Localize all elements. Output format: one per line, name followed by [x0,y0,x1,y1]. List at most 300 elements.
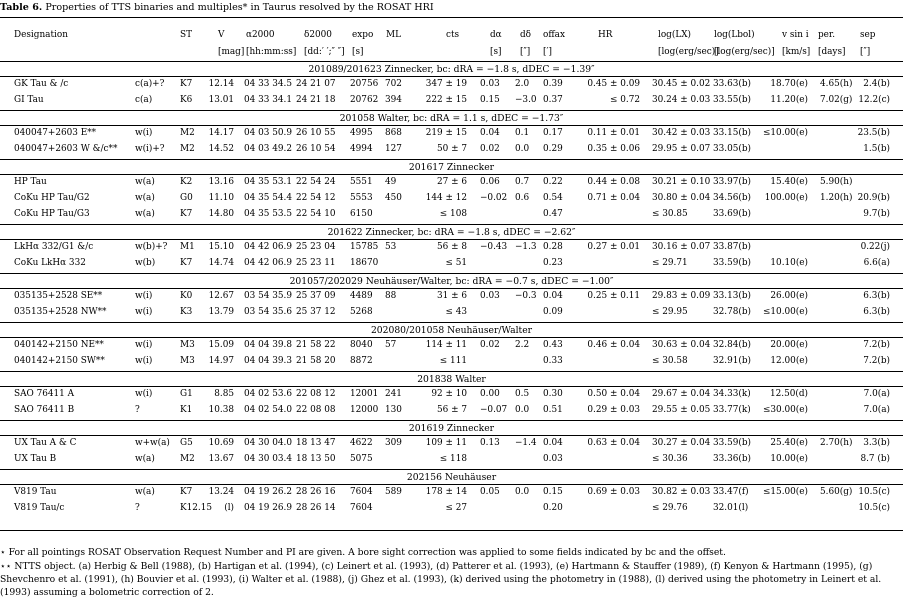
cell-lx: 30.42 ± 0.03 [652,128,711,138]
cell-lbol: 33.87(b) [713,242,752,252]
cell-ra: 04 02 53.6 [244,389,292,399]
cell-cts: 222 ± 15 [425,95,467,105]
cell-hr: 0.11 ± 0.01 [587,128,640,138]
cell-expo: 20756 [350,79,379,89]
cell-lbol: 33.47(f) [713,487,749,497]
cell-offax: 0.03 [543,454,563,464]
cell-v: 10.69 [208,438,234,448]
cell-lbol: 34.33(k) [713,389,751,399]
cell-v: 11.10 [208,193,234,203]
cell-designation: UX Tau B [14,454,57,464]
cell-vsini: 20.00(e) [770,340,808,350]
table-caption [0,2,434,13]
column-header-st: ST [180,30,192,40]
column-header-per: per. [818,30,836,40]
cell-st_label: w(i) [135,340,153,350]
cell-dec: 18 13 50 [296,454,336,464]
cell-sep: 6.3(b) [863,291,890,301]
cell-lbol: 33.59(b) [713,258,752,268]
cell-st: K3 [180,307,193,317]
cell-st: K7 [180,487,193,497]
cell-lx: 30.45 ± 0.02 [652,79,711,89]
cell-da: 0.05 [480,487,500,497]
column-unit-vsini: [km/s] [782,47,811,57]
cell-lbol: 33.63(b) [713,79,752,89]
column-unit-da: [s] [490,47,502,57]
cell-lbol: 32.91(b) [713,356,752,366]
cell-st_label: w+w(a) [135,438,170,448]
cell-designation: SAO 76411 B [14,405,75,415]
cell-offax: 0.04 [543,438,563,448]
cell-dec: 25 37 12 [296,307,336,317]
cell-lbol: 33.97(b) [713,177,752,187]
cell-hr: 0.46 ± 0.04 [587,340,640,350]
cell-dd: −0.3 [515,291,537,301]
cell-st_label: w(b) [135,258,156,268]
cell-dd: −3.0 [515,95,537,105]
cell-v: 14.97 [208,356,234,366]
cell-ra: 04 33 34.5 [244,79,292,89]
cell-v: 13.24 [208,487,234,497]
cell-ra: 04 04 39.8 [244,340,292,350]
cell-v: 14.80 [208,209,234,219]
cell-st: K7 [180,209,193,219]
cell-expo: 4995 [350,128,373,138]
cell-lx: 29.95 ± 0.07 [652,144,711,154]
cell-v: 13.67 [208,454,234,464]
cell-dec: 26 10 55 [296,128,336,138]
cell-dec: 25 37 09 [296,291,336,301]
cell-ra: 04 35 53.5 [244,209,292,219]
cell-st_label: w(i) [135,291,153,301]
cell-da: 0.00 [480,389,500,399]
cell-st: K6 [180,95,193,105]
cell-sep: 7.0(a) [863,405,890,415]
cell-designation: LkHα 332/G1 &/c [14,242,94,252]
cell-ml: 53 [385,242,397,252]
cell-designation: GK Tau & /c [14,79,69,89]
column-header-sep: sep [860,30,876,40]
group-title: 201622 Zinnecker, bc: dRA = −1.8 s, dDEC = −2.62″ [327,227,576,238]
cell-st_label: w(a) [135,487,155,497]
group-end-rule [0,420,903,421]
cell-dd: 0.0 [515,405,530,415]
cell-cts: 50 ± 7 [436,144,467,154]
cell-offax: 0.09 [543,307,563,317]
cell-v: 13.16 [208,177,234,187]
group-end-rule [0,110,903,111]
cell-dec: 22 54 24 [296,177,336,187]
cell-offax: 0.22 [543,177,563,187]
cell-offax: 0.54 [543,193,563,203]
cell-lx: ≤ 30.36 [652,454,688,464]
cell-cts: 56 ± 8 [436,242,467,252]
cell-lbol: 33.69(b) [713,209,752,219]
cell-vsini: ≤15.00(e) [762,487,808,497]
group-end-rule [0,322,903,323]
cell-sep: 1.5(b) [863,144,890,154]
cell-vsini: 25.40(e) [770,438,808,448]
cell-cts: ≤ 51 [445,258,467,268]
cell-da: −0.43 [480,242,508,252]
cell-vsini: ≤30.00(e) [762,405,808,415]
cell-st_label: w(b)+? [135,242,168,252]
cell-cts: 219 ± 15 [425,128,467,138]
cell-v: 15.09 [208,340,234,350]
cell-offax: 0.30 [543,389,563,399]
column-header-offax: offax [543,30,565,40]
cell-st_label: w(i) [135,307,153,317]
bottom-rule [0,530,903,531]
cell-dec: 25 23 11 [296,258,336,268]
cell-dd: 0.5 [515,389,530,399]
cell-dec: 21 58 22 [296,340,336,350]
cell-dd: 0.7 [515,177,530,187]
cell-hr: ≤ 0.72 [609,95,640,105]
group-rule [0,484,903,485]
cell-dec: 24 21 07 [296,79,336,89]
cell-per: 7.02(g) [820,95,853,105]
footnote-2: ⋆⋆ NTTS object. (a) Herbig & Bell (1988), (b) Hartigan et al. (1994), (c) Leinert et al. (1993), (d) Patterer et al. (1993), (e) Hartmann & Stauffer (1989), (f) Kenyon & Hartmann (1995), (g) Shevchenro et al. (1991), (h) Bouvier et al. (1993), (i) Walter et al. (1988), (j) Ghez et al. (1993), (k) derived using the photometry in (1988), (l) derived using the photometry in Leinert et al. (1993) assuming a bolometric correction of 2. [0,561,882,598]
group-title: 202080/201058 Neuhäuser/Walter [370,325,533,336]
cell-cts: 114 ± 11 [425,340,467,350]
cell-vsini: ≤10.00(e) [762,307,808,317]
cell-st: M3 [180,356,195,366]
cell-sep: 20.9(b) [857,193,890,203]
cell-dec: 22 08 08 [296,405,336,415]
cell-ra: 04 03 49.2 [244,144,292,154]
cell-offax: 0.17 [543,128,563,138]
cell-st: K0 [180,291,193,301]
cell-ml: 88 [385,291,397,301]
footnote-1: ⋆ For all pointings ROSAT Observation Request Number and PI are given. A bore sight correction was applied to some fields indicated by bc and the offset. [0,547,726,558]
cell-dec: 24 21 18 [296,95,336,105]
group-rule [0,337,903,338]
cell-expo: 4994 [350,144,373,154]
cell-st: K1 [180,405,193,415]
cell-lbol: 33.36(b) [713,454,752,464]
cell-ml: 394 [385,95,402,105]
cell-ra: 03 54 35.9 [244,291,292,301]
column-unit-dec: [dd:′ ′;″ ″] [304,47,345,57]
cell-st_label: w(a) [135,454,155,464]
cell-vsini: 11.20(e) [770,95,808,105]
column-header-dec: δ2000 [304,30,332,40]
cell-cts: 347 ± 19 [425,79,467,89]
cell-vsini: 18.70(e) [770,79,808,89]
column-header-ra: α2000 [246,30,275,40]
cell-hr: 0.63 ± 0.04 [587,438,640,448]
cell-expo: 4489 [350,291,373,301]
cell-lx: 30.24 ± 0.03 [652,95,711,105]
cell-offax: 0.28 [543,242,563,252]
cell-lbol: 32.01(l) [713,503,749,513]
group-end-rule [0,159,903,160]
cell-ra: 04 19 26.2 [244,487,292,497]
cell-hr: 0.45 ± 0.09 [587,79,640,89]
cell-da: 0.04 [480,128,500,138]
cell-designation: SAO 76411 A [14,389,75,399]
cell-lx: 30.82 ± 0.03 [652,487,711,497]
column-unit-lbol: [log(erg/sec)] [714,47,775,57]
cell-cts: 92 ± 10 [431,389,467,399]
cell-designation: 035135+2528 NW** [14,307,107,317]
cell-da: 0.15 [480,95,500,105]
cell-sep: 10.5(c) [858,503,890,513]
cell-lx: 29.83 ± 0.09 [652,291,711,301]
cell-st_label: w(a) [135,209,155,219]
cell-offax: 0.51 [543,405,563,415]
group-rule [0,435,903,436]
cell-dd: −1.4 [515,438,537,448]
cell-da: −0.02 [480,193,508,203]
cell-ra: 04 35 54.4 [244,193,292,203]
cell-sep: 7.0(a) [863,389,890,399]
cell-expo: 20762 [350,95,379,105]
cell-designation: 040047+2603 W &/c** [14,144,118,154]
group-title: 201617 Zinnecker [408,162,495,173]
column-header-expo: expo [352,30,374,40]
cell-st: M3 [180,340,195,350]
cell-offax: 0.37 [543,95,563,105]
cell-expo: 8040 [350,340,373,350]
cell-v: 10.38 [208,405,234,415]
group-end-rule [0,273,903,274]
column-unit-v: [mag] [218,47,245,57]
cell-expo: 5553 [350,193,373,203]
cell-expo: 8872 [350,356,373,366]
cell-vsini: 12.00(e) [770,356,808,366]
cell-lx: 30.63 ± 0.04 [652,340,711,350]
cell-lx: 30.16 ± 0.07 [652,242,711,252]
cell-hr: 0.71 ± 0.04 [587,193,640,203]
cell-lx: ≤ 30.85 [652,209,688,219]
cell-cts: 144 ± 12 [425,193,467,203]
cell-lx: ≤ 29.71 [652,258,688,268]
cell-ra: 04 30 03.4 [244,454,292,464]
cell-vsini: 15.40(e) [770,177,808,187]
column-unit-sep: [″] [860,47,871,57]
cell-v: 13.79 [208,307,234,317]
cell-per: 4.65(h) [820,79,853,89]
cell-ra: 04 04 39.3 [244,356,292,366]
cell-ra: 04 03 50.9 [244,128,292,138]
column-header-lbol: log(Lbol) [714,30,755,40]
cell-expo: 7604 [350,503,373,513]
cell-dec: 21 58 20 [296,356,336,366]
column-header-cts: cts [446,30,460,40]
group-end-rule [0,469,903,470]
cell-sep: 7.2(b) [863,356,890,366]
cell-lx: 30.21 ± 0.10 [652,177,711,187]
cell-per: 5.60(g) [820,487,853,497]
cell-ml: 57 [385,340,397,350]
group-title: 201057/202029 Neuhäuser/Walter, bc: dRA = −0.7 s, dDEC = −1.00″ [289,276,614,287]
cell-dd: 0.1 [515,128,530,138]
group-rule [0,288,903,289]
cell-expo: 18670 [350,258,379,268]
cell-offax: 0.39 [543,79,563,89]
cell-designation: UX Tau A & C [14,438,77,448]
group-rule [0,239,903,240]
cell-dec: 26 10 54 [296,144,336,154]
cell-sep: 10.5(c) [858,487,890,497]
cell-st: K7 [180,258,193,268]
cell-v: 14.74 [208,258,234,268]
cell-hr: 0.35 ± 0.06 [587,144,640,154]
cell-da: 0.02 [480,144,500,154]
column-unit-offax: [′] [543,47,552,57]
cell-st_label: w(a) [135,193,155,203]
cell-st: G0 [180,193,193,203]
cell-ra: 03 54 35.6 [244,307,292,317]
cell-st_label: ? [135,405,140,415]
cell-expo: 5075 [350,454,373,464]
cell-vsini: 10.00(e) [770,454,808,464]
cell-ra: 04 33 34.1 [244,95,292,105]
cell-cts: ≤ 118 [439,454,467,464]
cell-st_label: ? [135,503,140,513]
cell-lbol: 32.84(b) [713,340,752,350]
cell-v: 13.01 [208,95,234,105]
cell-hr: 0.50 ± 0.04 [587,389,640,399]
cell-st: G1 [180,389,193,399]
cell-dec: 28 26 14 [296,503,336,513]
cell-st: M2 [180,144,195,154]
cell-dec: 22 54 12 [296,193,336,203]
cell-dd: 2.0 [515,79,530,89]
cell-sep: 0.22(j) [860,242,890,252]
cell-expo: 15785 [350,242,379,252]
cell-st: M2 [180,128,195,138]
cell-ml: 450 [385,193,402,203]
cell-expo: 5268 [350,307,373,317]
cell-vsini: 10.10(e) [770,258,808,268]
group-title: 202156 Neuhäuser [406,472,497,483]
cell-ml: 589 [385,487,402,497]
cell-ra: 04 42 06.9 [244,258,292,268]
cell-ml: 130 [385,405,402,415]
cell-dec: 28 26 16 [296,487,336,497]
header-rule [0,61,903,62]
cell-st_label: c(a) [135,95,153,105]
cell-sep: 23.5(b) [857,128,890,138]
cell-ml: 49 [385,177,397,187]
cell-offax: 0.04 [543,291,563,301]
cell-ml: 868 [385,128,402,138]
cell-da: 0.03 [480,79,500,89]
cell-dd: −1.3 [515,242,537,252]
cell-offax: 0.29 [543,144,563,154]
column-header-dd: dδ [520,30,532,40]
cell-cts: ≤ 43 [445,307,467,317]
cell-st: M2 [180,454,195,464]
caption-label: Table 6. [0,2,43,13]
cell-dd: 0.6 [515,193,530,203]
column-header-designation: Designation [14,30,68,40]
cell-v: 12.14 [208,79,234,89]
cell-da: 0.02 [480,340,500,350]
cell-offax: 0.43 [543,340,563,350]
group-title: 201838 Walter [417,374,486,385]
cell-st: M1 [180,242,195,252]
cell-designation: 035135+2528 SE** [14,291,103,301]
cell-expo: 12001 [350,389,379,399]
group-title: 201058 Walter, bc: dRA = 1.1 s, dDEC = −1.73″ [339,113,564,124]
cell-offax: 0.23 [543,258,563,268]
cell-sep: 6.6(a) [863,258,890,268]
cell-sep: 3.3(b) [863,438,890,448]
cell-v: 12.67 [208,291,234,301]
group-end-rule [0,371,903,372]
cell-hr: 0.27 ± 0.01 [587,242,640,252]
cell-st: G5 [180,438,193,448]
column-unit-per: [days] [818,47,846,57]
cell-lbol: 33.59(b) [713,438,752,448]
cell-hr: 0.25 ± 0.11 [587,291,640,301]
column-header-v: V [218,30,225,40]
cell-designation: 040047+2603 E** [14,128,97,138]
cell-expo: 6150 [350,209,373,219]
cell-lx: ≤ 29.95 [652,307,688,317]
cell-st_label: w(a) [135,177,155,187]
cell-hr: 0.29 ± 0.03 [587,405,640,415]
cell-st: K7 [180,79,193,89]
cell-st: K2 [180,177,193,187]
cell-lx: ≤ 29.76 [652,503,688,513]
column-header-ml: ML [386,30,401,40]
cell-lx: ≤ 30.58 [652,356,688,366]
cell-offax: 0.33 [543,356,563,366]
cell-cts: ≤ 111 [439,356,467,366]
column-unit-expo: [s] [352,47,364,57]
cell-st_label: w(i)+? [135,144,165,154]
cell-per: 5.90(h) [820,177,853,187]
cell-dd: 2.2 [515,340,530,350]
cell-designation: 040142+2150 NE** [14,340,104,350]
cell-offax: 0.20 [543,503,563,513]
cell-dd: 0.0 [515,144,530,154]
cell-expo: 7604 [350,487,373,497]
cell-ra: 04 35 53.1 [244,177,292,187]
cell-cts: 178 ± 14 [425,487,467,497]
cell-sep: 9.7(b) [863,209,890,219]
cell-lbol: 33.77(k) [713,405,751,415]
group-end-rule [0,224,903,225]
cell-designation: CoKu HP Tau/G3 [14,209,90,219]
cell-designation: GI Tau [14,95,44,105]
cell-dec: 25 23 04 [296,242,336,252]
cell-designation: CoKu LkHα 332 [14,258,86,268]
column-header-lx: log(LX) [658,30,691,40]
cell-v: (l) [224,503,234,513]
cell-cts: 109 ± 11 [425,438,467,448]
cell-dd: 0.0 [515,487,530,497]
cell-lbol: 32.78(b) [713,307,752,317]
column-header-da: dα [490,30,502,40]
cell-ra: 04 02 54.0 [244,405,292,415]
cell-lx: 29.67 ± 0.04 [652,389,711,399]
cell-ml: 309 [385,438,402,448]
cell-expo: 4622 [350,438,373,448]
cell-cts: ≤ 108 [439,209,467,219]
cell-ml: 241 [385,389,402,399]
group-title: 201619 Zinnecker [408,423,495,434]
cell-designation: 040142+2150 SW** [14,356,105,366]
column-header-hr: HR [598,30,613,40]
cell-sep: 7.2(b) [863,340,890,350]
cell-designation: V819 Tau/c [14,503,65,513]
